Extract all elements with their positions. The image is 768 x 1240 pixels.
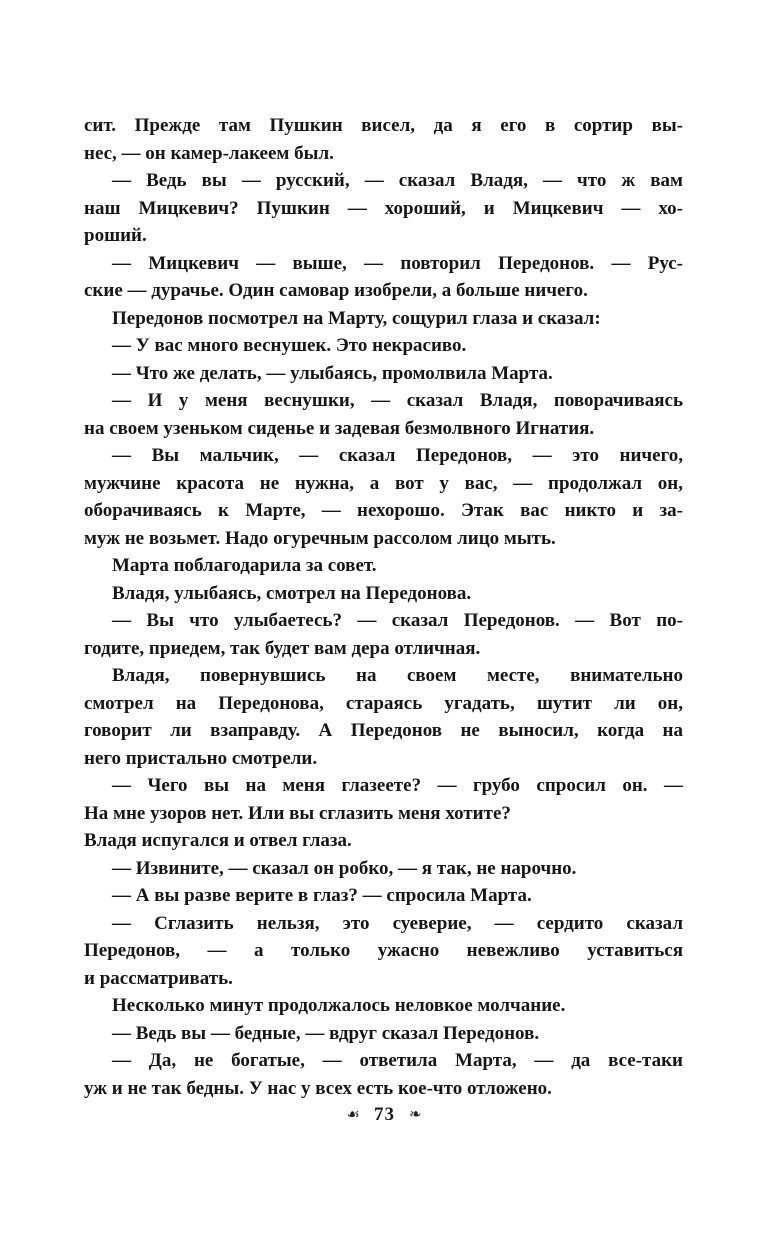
text-line: Владя, улыбаясь, смотрел на Передонова. xyxy=(112,582,472,604)
text-line: — А вы разве верите в глаз? — спросила Марта. xyxy=(112,885,532,906)
text-line: оборачиваясь к Марте, — нехорошо. Этак вас никто и за- xyxy=(84,500,683,521)
text-line: сит. Прежде там Пушкин висел, да я его в сортир вы- xyxy=(84,115,683,136)
text-line: — Извините, — сказал он робко, — я так, не нарочно. xyxy=(112,857,577,879)
text-line: смотрел на Передонова, стараясь угадать, шутит ли он, xyxy=(84,692,683,714)
text-line: говорит ли взаправду. А Передонов не выносил, когда на xyxy=(84,720,683,741)
text-line: нес, — он камер-лакеем был. xyxy=(84,142,334,164)
text-line: муж не возьмет. Надо огуречным рассолом лицо мыть. xyxy=(84,527,556,549)
text-line: Передонов посмотрел на Марту, сощурил глаза и сказал: xyxy=(112,307,601,329)
text-line: Владя испугался и отвел глаза. xyxy=(84,830,352,851)
page-footer xyxy=(0,1104,768,1126)
text-line: — И у меня веснушки, — сказал Владя, поворачиваясь xyxy=(112,390,683,411)
text-line: на своем узеньком сиденье и задевая безмолвного Игнатия. xyxy=(84,417,595,439)
text-line: — Чего вы на меня глазеете? — грубо спросил он. — xyxy=(112,775,683,796)
text-line: Владя, повернувшись на своем месте, внимательно xyxy=(112,665,683,686)
fleuron-left-icon: ☙ xyxy=(346,1105,360,1123)
fleuron-right-icon: ❧ xyxy=(408,1105,422,1123)
text-line: годите, приедем, так будет вам дера отличная. xyxy=(84,637,481,659)
text-line: мужчине красота не нужна, а вот у вас, — продолжал он, xyxy=(84,472,683,494)
text-line: — Вы что улыбаетесь? — сказал Передонов. — Вот по- xyxy=(112,610,683,631)
text-line: Марта поблагодарила за совет. xyxy=(112,555,377,576)
text-line: ские — дурачье. Один самовар изобрели, а больше ничего. xyxy=(84,280,588,301)
text-line: уж и не так бедны. У нас у всех есть кое-что отложено. xyxy=(84,1077,552,1099)
page-number: 73 xyxy=(373,1104,395,1125)
text-block xyxy=(84,112,683,1102)
text-line: — Сглазить нельзя, это суеверие, — сердито сказал xyxy=(112,912,683,934)
text-line: — Да, не богатые, — ответила Марта, — да все-таки xyxy=(112,1050,683,1071)
text-line: Несколько минут продолжалось неловкое молчание. xyxy=(112,995,566,1016)
text-line: — Что же делать, — улыбаясь, промолвила Марта. xyxy=(112,362,553,384)
text-line: него пристально смотрели. xyxy=(84,747,318,769)
text-line: и рассматривать. xyxy=(84,967,233,989)
text-line: Передонов, — а только ужасно невежливо уставиться xyxy=(84,940,683,961)
text-line: роший. xyxy=(84,225,147,246)
text-line: — Ведь вы — бедные, — вдруг сказал Передонов. xyxy=(112,1022,540,1044)
text-line: На мне узоров нет. Или вы сглазить меня хотите? xyxy=(84,802,511,824)
text-line: — Ведь вы — русский, — сказал Владя, — что ж вам xyxy=(112,170,683,191)
text-line: наш Мицкевич? Пушкин — хороший, и Мицкевич — хо- xyxy=(84,197,683,219)
text-line: — У вас много веснушек. Это некрасиво. xyxy=(112,335,467,356)
text-line: — Мицкевич — выше, — повторил Передонов. — Рус- xyxy=(112,252,683,274)
text-line: — Вы мальчик, — сказал Передонов, — это ничего, xyxy=(112,445,683,466)
